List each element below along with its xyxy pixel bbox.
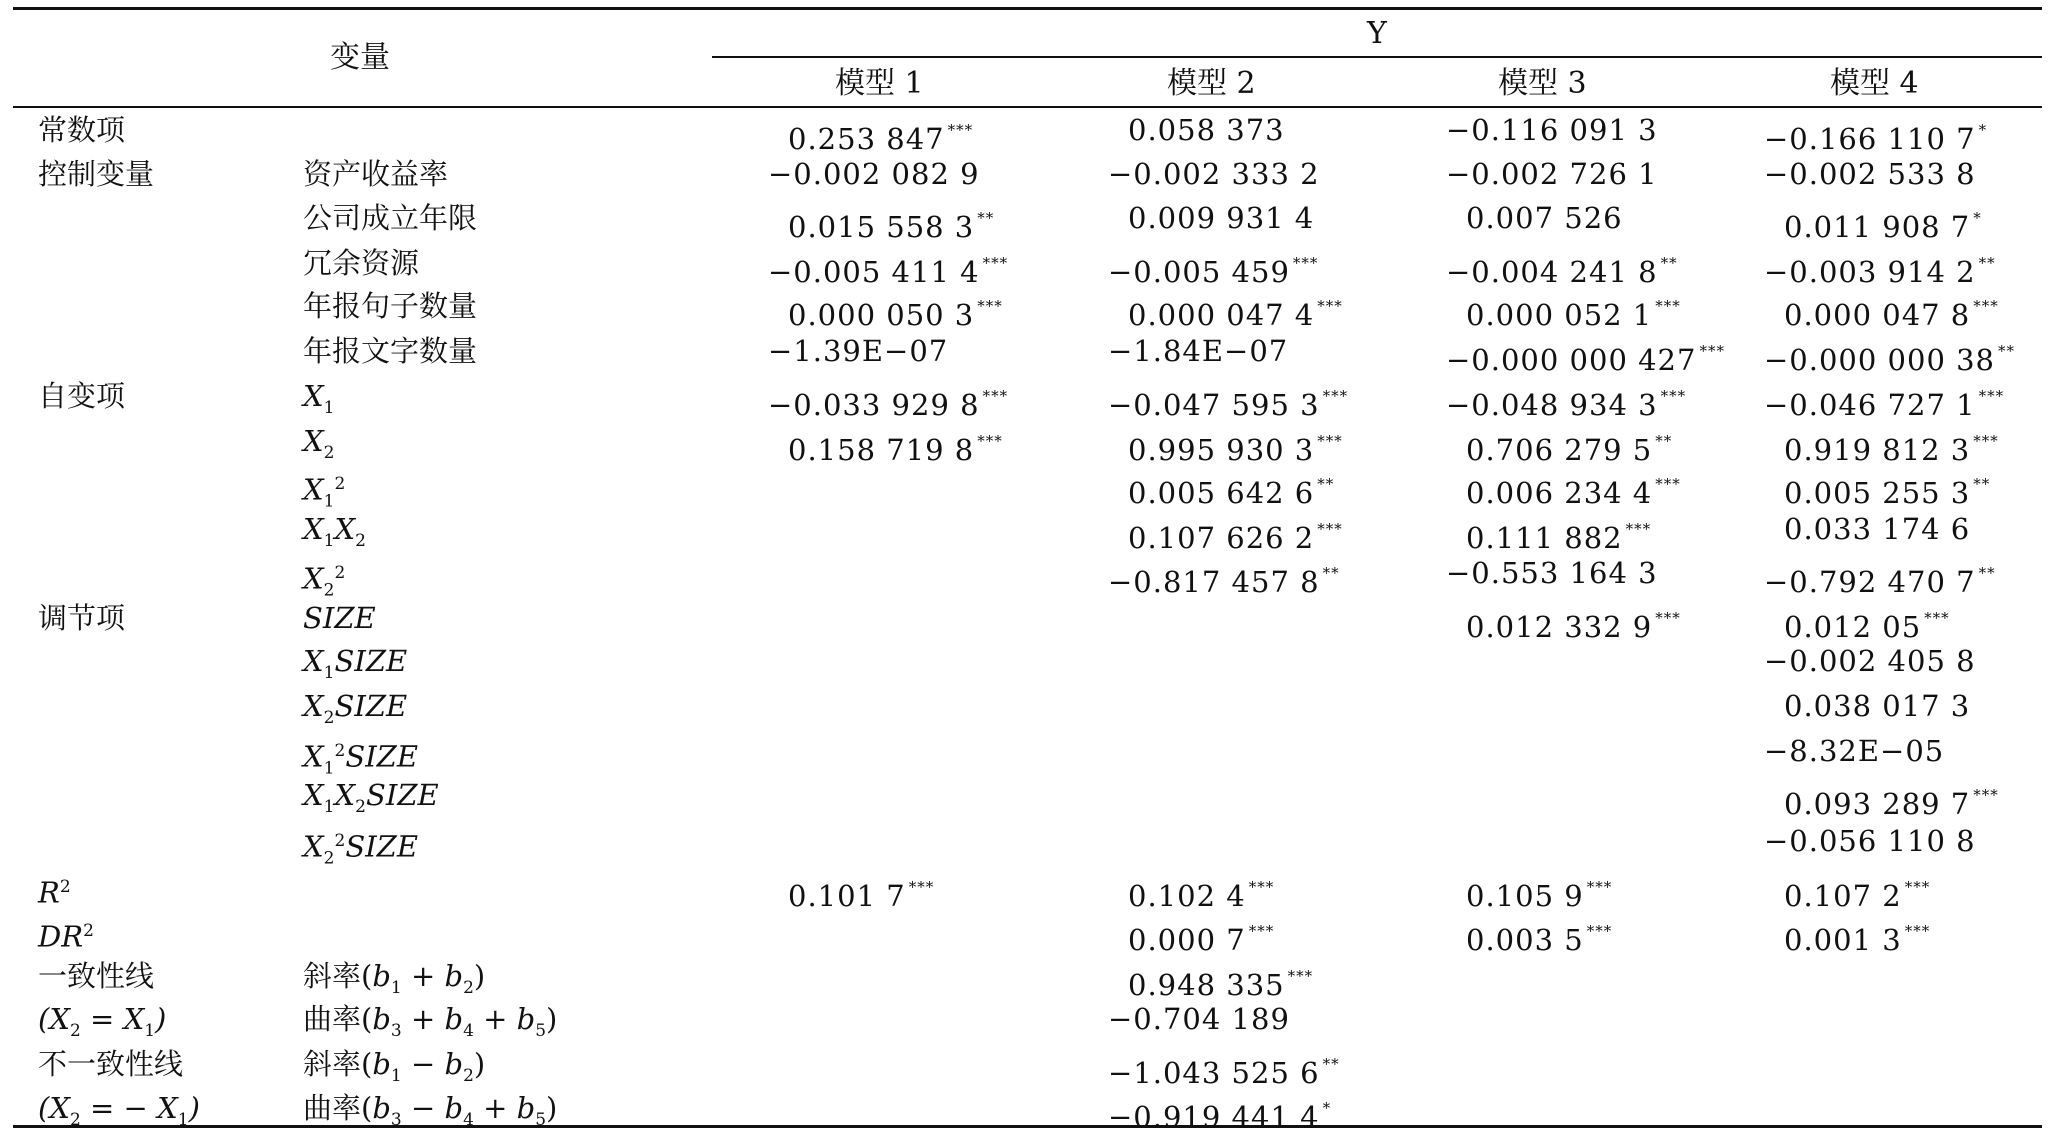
significance-stars: *** [1904, 922, 1931, 940]
significance-stars: *** [1655, 609, 1681, 627]
significance-stars: ** [1660, 254, 1678, 272]
significance-stars: ** [1655, 432, 1673, 450]
coefficient-cell [1784, 869, 1930, 914]
coefficient-cell [1446, 245, 1678, 290]
coefficient-value: 0.007 526 [1466, 201, 1623, 235]
coefficient-value: −0.004 241 8 [1446, 255, 1658, 289]
significance-stars: *** [1248, 922, 1275, 940]
coefficient-value: −0.000 000 427 [1446, 343, 1697, 377]
significance-stars: ** [1978, 564, 1996, 582]
coefficient-value: 0.012 332 9 [1466, 610, 1653, 644]
coefficient-value: −0.005 411 4 [768, 255, 980, 289]
coefficient-value: 0.105 9 [1466, 879, 1584, 913]
coefficient-value: −0.048 934 3 [1446, 388, 1658, 422]
coefficient-cell [1466, 600, 1681, 645]
coefficient-cell [1784, 511, 1970, 547]
row-variable-label: $X_1^2SIZE$ [303, 739, 418, 779]
coefficient-cell [768, 333, 948, 369]
coefficient-value: −0.002 726 1 [1446, 157, 1658, 191]
coefficient-value: −0.553 164 3 [1446, 556, 1658, 590]
coefficient-cell [788, 200, 994, 245]
coefficient-value: −0.005 459 [1108, 255, 1290, 289]
coefficient-cell [1128, 200, 1314, 236]
row-group-label: 不一致性线 [38, 1047, 184, 1081]
coefficient-cell [1128, 288, 1343, 333]
coefficient-value: −0.116 091 3 [1446, 113, 1658, 147]
coefficient-value: −1.84E−07 [1108, 334, 1289, 368]
row-variable-label: 年报文字数量 [303, 334, 478, 368]
coefficient-cell [1764, 823, 1976, 859]
coefficient-value: 0.033 174 6 [1784, 512, 1971, 546]
row-variable-label: $X_2$ [303, 424, 335, 463]
row-group-label: $R^2$ [38, 875, 71, 910]
coefficient-value: 0.005 642 6 [1128, 476, 1315, 510]
row-variable-label: 斜率$(b_1 + b_2)$ [303, 959, 486, 998]
coefficient-value: −0.000 000 38 [1764, 343, 1996, 377]
coefficient-value: 0.000 047 8 [1784, 298, 1971, 332]
coefficient-value: 0.706 279 5 [1466, 433, 1653, 467]
row-group-label: 常数项 [38, 113, 126, 147]
row-group-label: 自变项 [38, 379, 126, 413]
significance-stars: *** [982, 387, 1009, 405]
coefficient-cell [1466, 423, 1672, 468]
significance-stars: *** [1655, 475, 1681, 493]
coefficient-cell [1446, 156, 1658, 192]
significance-stars: *** [1973, 432, 1999, 450]
coefficient-cell [1128, 466, 1334, 511]
y-span-rule [712, 56, 2042, 58]
coefficient-value: −0.002 533 8 [1764, 157, 1976, 191]
header-model-2: 模型 2 [1167, 66, 1256, 101]
significance-stars: *** [1248, 878, 1275, 896]
coefficient-value: 0.093 289 7 [1784, 787, 1971, 821]
coefficient-cell [788, 869, 934, 914]
row-variable-label: $X_1$ [303, 379, 335, 418]
coefficient-value: 0.102 4 [1128, 879, 1246, 913]
row-variable-label: 资产收益率 [303, 157, 449, 191]
row-group-label: $(X_2 = X_1)$ [38, 1002, 167, 1041]
significance-stars: ** [1322, 564, 1340, 582]
coefficient-cell [1764, 112, 1987, 157]
coefficient-value: 0.158 719 8 [788, 433, 975, 467]
coefficient-cell [1128, 511, 1343, 556]
coefficient-value: 0.948 335 [1128, 968, 1285, 1002]
coefficient-cell [1764, 643, 1976, 679]
row-variable-label: 年报句子数量 [303, 289, 478, 323]
row-variable-label: $X_2SIZE$ [303, 689, 408, 728]
coefficient-value: −0.704 189 [1108, 1002, 1290, 1036]
coefficient-value: 0.995 930 3 [1128, 433, 1315, 467]
coefficient-cell [1784, 466, 1990, 511]
significance-stars: ** [1322, 1055, 1340, 1073]
coefficient-cell [1446, 333, 1725, 378]
coefficient-value: 0.058 373 [1128, 113, 1285, 147]
significance-stars: *** [1904, 878, 1931, 896]
coefficient-cell [1446, 555, 1658, 591]
coefficient-cell [1466, 913, 1612, 958]
coefficient-value: 0.011 908 7 [1784, 210, 1971, 244]
significance-stars: *** [1287, 967, 1314, 985]
coefficient-cell [1466, 466, 1681, 511]
coefficient-value: 0.015 558 3 [788, 210, 975, 244]
coefficient-value: −0.056 110 8 [1764, 824, 1976, 858]
coefficient-cell [768, 378, 1008, 423]
coefficient-cell [1128, 869, 1274, 914]
coefficient-cell [1128, 423, 1343, 468]
header-model-3: 模型 3 [1498, 66, 1587, 101]
significance-stars: * [1973, 209, 1982, 227]
significance-stars: *** [1586, 922, 1613, 940]
coefficient-value: −0.003 914 2 [1764, 255, 1976, 289]
coefficient-cell [1446, 112, 1658, 148]
coefficient-cell [1764, 245, 1996, 290]
row-variable-label: 公司成立年限 [303, 201, 478, 235]
significance-stars: *** [1655, 297, 1681, 315]
significance-stars: *** [1978, 387, 2005, 405]
row-group-label: 一致性线 [38, 959, 155, 993]
significance-stars: ** [977, 209, 995, 227]
row-variable-label: $X_1SIZE$ [303, 644, 408, 683]
coefficient-value: 0.038 017 3 [1784, 689, 1971, 723]
top-rule [13, 7, 2042, 10]
coefficient-cell [1466, 200, 1623, 236]
row-variable-label: $X_1X_2$ [303, 512, 366, 551]
significance-stars: *** [982, 254, 1009, 272]
coefficient-cell [768, 245, 1008, 290]
coefficient-value: 0.000 047 4 [1128, 298, 1315, 332]
coefficient-value: −1.39E−07 [768, 334, 949, 368]
coefficient-value: −0.817 457 8 [1108, 565, 1320, 599]
coefficient-cell [788, 288, 1003, 333]
row-variable-label: 曲率$(b_3 + b_4 + b_5)$ [303, 1002, 558, 1041]
significance-stars: *** [908, 878, 935, 896]
coefficient-cell [1784, 913, 1930, 958]
significance-stars: *** [1660, 387, 1687, 405]
significance-stars: *** [1973, 786, 1999, 804]
coefficient-value: 0.012 05 [1784, 610, 1922, 644]
coefficient-value: 0.006 234 4 [1466, 476, 1653, 510]
coefficient-value: 0.107 2 [1784, 879, 1902, 913]
row-group-label: 调节项 [38, 601, 126, 635]
significance-stars: *** [1292, 254, 1319, 272]
coefficient-cell [1784, 600, 1950, 645]
significance-stars: *** [1586, 878, 1613, 896]
coefficient-cell [1108, 245, 1318, 290]
row-variable-label: $X_2^2SIZE$ [303, 829, 418, 869]
coefficient-cell [1108, 378, 1348, 423]
coefficient-cell [1764, 733, 1944, 769]
row-variable-label: 冗余资源 [303, 246, 420, 280]
row-variable-label: $X_1^2$ [303, 472, 346, 512]
coefficient-value: 0.101 7 [788, 879, 906, 913]
coefficient-cell [1784, 777, 1999, 822]
significance-stars: ** [1998, 342, 2016, 360]
significance-stars: *** [1973, 297, 1999, 315]
coefficient-value: 0.111 882 [1466, 521, 1623, 555]
row-variable-label: SIZE [303, 601, 376, 635]
significance-stars: *** [977, 297, 1003, 315]
coefficient-value: −1.043 525 6 [1108, 1056, 1320, 1090]
coefficient-value: 0.919 812 3 [1784, 433, 1971, 467]
coefficient-cell [1466, 288, 1681, 333]
coefficient-cell [1466, 869, 1612, 914]
coefficient-cell [1784, 423, 1999, 468]
coefficient-value: −0.002 333 2 [1108, 157, 1320, 191]
coefficient-cell [1128, 958, 1313, 1003]
coefficient-value: 0.003 5 [1466, 923, 1584, 957]
coefficient-value: 0.001 3 [1784, 923, 1902, 957]
coefficient-value: 0.000 050 3 [788, 298, 975, 332]
significance-stars: ** [1978, 254, 1996, 272]
significance-stars: *** [977, 432, 1003, 450]
header-bottom-rule [13, 106, 2042, 108]
coefficient-value: −0.792 470 7 [1764, 565, 1976, 599]
coefficient-value: −8.32E−05 [1764, 734, 1945, 768]
coefficient-value: 0.000 7 [1128, 923, 1246, 957]
coefficient-cell [1446, 378, 1686, 423]
coefficient-cell [1764, 555, 1996, 600]
coefficient-value: −0.919 441 4 [1108, 1100, 1320, 1134]
header-dependent-y: Y [1367, 16, 1387, 51]
row-group-label: $DR^2$ [38, 919, 94, 954]
significance-stars: *** [1322, 387, 1349, 405]
significance-stars: * [1322, 1099, 1332, 1117]
coefficient-cell [1108, 555, 1340, 600]
significance-stars: *** [1924, 609, 1950, 627]
coefficient-value: −0.033 929 8 [768, 388, 980, 422]
significance-stars: *** [1317, 297, 1343, 315]
significance-stars: *** [1699, 342, 1725, 360]
significance-stars: ** [1973, 475, 1991, 493]
row-variable-label: 斜率$(b_1 - b_2)$ [303, 1047, 486, 1086]
coefficient-cell [1108, 156, 1320, 192]
coefficient-cell [1108, 1001, 1290, 1037]
row-variable-label: $X_1X_2SIZE$ [303, 778, 439, 817]
header-model-1: 模型 1 [835, 66, 924, 101]
coefficient-cell [1784, 288, 1999, 333]
coefficient-value: 0.107 626 2 [1128, 521, 1315, 555]
coefficient-value: −0.166 110 7 [1764, 122, 1976, 156]
coefficient-value: 0.005 255 3 [1784, 476, 1971, 510]
coefficient-value: −0.002 082 9 [768, 157, 980, 191]
row-variable-label: 曲率$(b_3 - b_4 + b_5)$ [303, 1091, 558, 1130]
coefficient-cell [788, 423, 1003, 468]
coefficient-value: 0.009 931 4 [1128, 201, 1315, 235]
coefficient-cell [1764, 156, 1976, 192]
coefficient-cell [1108, 1046, 1340, 1091]
coefficient-cell [1764, 378, 2004, 423]
header-model-4: 模型 4 [1830, 66, 1919, 101]
significance-stars: *** [1625, 520, 1652, 538]
coefficient-cell [1128, 112, 1285, 148]
row-group-label: ($X_2$ = − $X_1$) [38, 1091, 200, 1130]
coefficient-value: −0.047 595 3 [1108, 388, 1320, 422]
coefficient-value: 0.000 052 1 [1466, 298, 1653, 332]
coefficient-cell [1784, 688, 1970, 724]
coefficient-value: 0.253 847 [788, 122, 945, 156]
coefficient-cell [768, 156, 980, 192]
row-group-label: 控制变量 [38, 157, 155, 191]
significance-stars: * [1978, 121, 1988, 139]
coefficient-cell [1108, 333, 1288, 369]
coefficient-cell [788, 112, 973, 157]
significance-stars: *** [1317, 520, 1343, 538]
header-variable: 变量 [330, 40, 390, 75]
row-variable-label: $X_2^2$ [303, 561, 346, 601]
coefficient-value: −0.002 405 8 [1764, 644, 1976, 678]
coefficient-cell [1784, 200, 1982, 245]
significance-stars: *** [1317, 432, 1343, 450]
coefficient-cell [1764, 333, 2015, 378]
coefficient-cell [1466, 511, 1651, 556]
significance-stars: ** [1317, 475, 1335, 493]
significance-stars: *** [947, 121, 974, 139]
coefficient-cell [1108, 1090, 1331, 1135]
coefficient-value: −0.046 727 1 [1764, 388, 1976, 422]
coefficient-cell [1128, 913, 1274, 958]
